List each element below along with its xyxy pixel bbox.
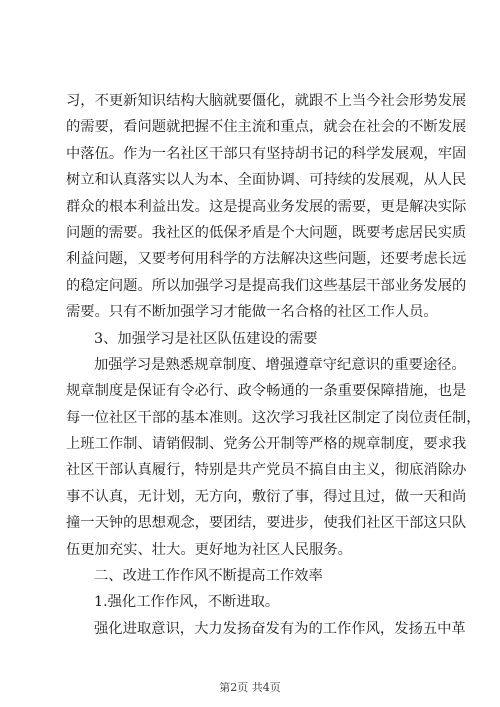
subsection-heading: 1.强化工作作风，不断进取。	[94, 594, 280, 611]
text-line: 群众的根本利益出发。这是提高业务发展的需要，更是解决实际	[66, 198, 467, 215]
text-line: 问题的需要。我社区的低保矛盾是个大问题，既要考虑居民实质	[66, 224, 467, 241]
text-line: 社区干部认真履行，特别是共产党员不搞自由主义，彻底消除办	[66, 462, 467, 479]
text-line: 伍更加充实、壮大。更好地为社区人民服务。	[66, 541, 352, 558]
body-text	[66, 88, 481, 642]
text-line: 事不认真，无计划，无方向，敷衍了事，得过且过，做一天和尚	[66, 488, 467, 505]
text-line: 强化进取意识，大力发扬奋发有为的工作作风，发扬五中革	[94, 620, 466, 637]
page-number: 第2页 共4页	[219, 681, 281, 694]
text-line: 习，不更新知识结构大脑就要僵化，就跟不上当今社会形势发展	[66, 93, 467, 109]
text-line: 规章制度是保证有令必行、政令畅通的一条重要保障措施，也是	[66, 383, 467, 400]
text-line: 上班工作制、请销假制、党务公开制等严格的规章制度，要求我	[66, 436, 467, 453]
section-heading: 3、加强学习是社区队伍建设的需要	[94, 330, 318, 347]
text-line: 的稳定问题。所以加强学习是提高我们这些基层干部业务发展的	[66, 277, 467, 294]
text-line: 加强学习是熟悉规章制度、增强遵章守纪意识的重要途径。	[94, 356, 466, 373]
text-line: 需要。只有不断加强学习才能做一名合格的社区工作人员。	[66, 304, 438, 321]
text-line: 的需要，看问题就把握不住主流和重点，就会在社会的不断发展	[66, 119, 467, 136]
text-line: 中落伍。作为一名社区干部只有坚持胡书记的科学发展观，牢固	[66, 145, 467, 162]
text-line: 利益问题，又要考何用科学的方法解决这些问题，还要考虑长远	[66, 251, 467, 268]
text-line: 撞一天钟的思想观念，要团结，要进步，使我们社区干部这只队	[66, 515, 467, 532]
text-line: 树立和认真落实以人为本、全面协调、可持续的发展观，从人民	[66, 172, 467, 189]
section-heading: 二、改进工作作风不断提高工作效率	[94, 568, 323, 585]
text-line: 每一位社区干部的基本准则。这次学习我社区制定了岗位责任制，	[66, 409, 481, 426]
